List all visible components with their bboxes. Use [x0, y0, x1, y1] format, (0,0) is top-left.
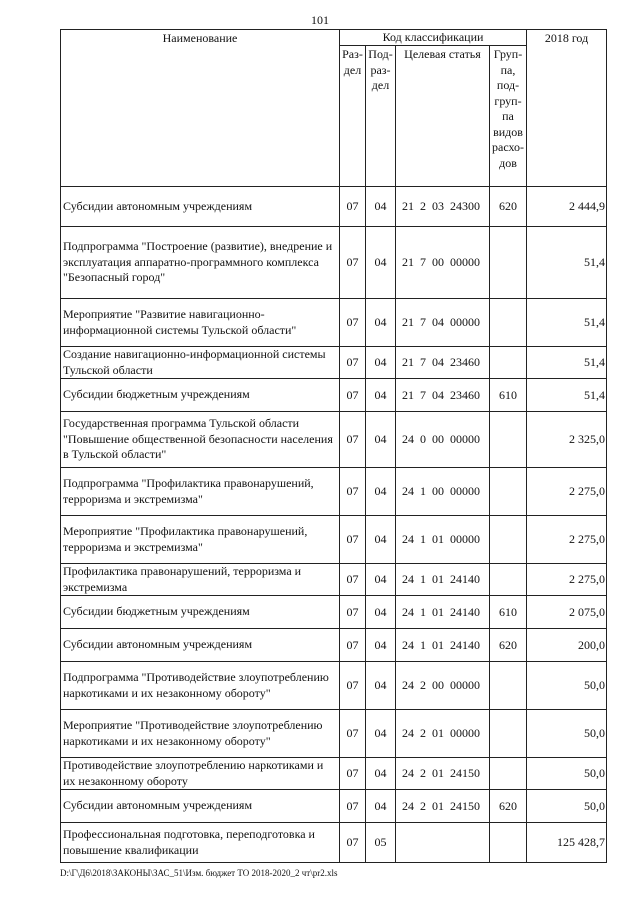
row-name: Мероприятие "Развитие навигационно-информационной системы Тульской области": [61, 299, 340, 347]
row-section: 07: [340, 468, 366, 516]
row-section: 07: [340, 516, 366, 564]
row-name: Субсидии автономным учреждениям: [61, 629, 340, 662]
row-expense-group: [490, 662, 527, 710]
row-name: Мероприятие "Профилактика правонарушений, терроризма и экстремизма": [61, 516, 340, 564]
row-amount: 2 275,0: [527, 516, 607, 564]
row-subsection: 04: [366, 596, 396, 629]
row-name: Профессиональная подготовка, переподготовка и повышение квалификации: [61, 823, 340, 863]
row-expense-group: [490, 347, 527, 379]
row-name: Подпрограмма "Профилактика правонарушений, терроризма и экстремизма": [61, 468, 340, 516]
row-subsection: 04: [366, 379, 396, 412]
row-amount: 50,0: [527, 662, 607, 710]
table-row: [61, 596, 607, 629]
row-subsection: 04: [366, 516, 396, 564]
row-amount: 51,4: [527, 299, 607, 347]
row-amount: 2 444,9: [527, 187, 607, 227]
row-section: 07: [340, 564, 366, 596]
table-row: [61, 227, 607, 299]
row-amount: 2 275,0: [527, 564, 607, 596]
row-section: 07: [340, 629, 366, 662]
row-amount: 2 075,0: [527, 596, 607, 629]
row-subsection: 04: [366, 347, 396, 379]
row-expense-group: [490, 468, 527, 516]
header-target-article: Целевая статья: [396, 46, 490, 187]
row-target-article: 21 2 03 24300: [396, 187, 490, 227]
table-row: [61, 379, 607, 412]
row-target-article: 24 2 01 24150: [396, 758, 490, 790]
budget-table: [60, 29, 607, 863]
table-row: [61, 299, 607, 347]
row-name: Субсидии автономным учреждениям: [61, 790, 340, 823]
row-amount: 50,0: [527, 710, 607, 758]
header-section: Раз- дел: [340, 46, 366, 187]
row-target-article: 24 1 01 24140: [396, 629, 490, 662]
row-expense-group: [490, 516, 527, 564]
row-target-article: 21 7 04 00000: [396, 299, 490, 347]
row-expense-group: 620: [490, 629, 527, 662]
row-name: Мероприятие "Противодействие злоупотреблению наркотиками и их незаконному обороту": [61, 710, 340, 758]
row-section: 07: [340, 347, 366, 379]
row-subsection: 04: [366, 227, 396, 299]
row-section: 07: [340, 227, 366, 299]
row-expense-group: [490, 564, 527, 596]
row-target-article: 24 2 01 24150: [396, 790, 490, 823]
page-number: 101: [311, 13, 329, 27]
row-expense-group: [490, 299, 527, 347]
row-target-article: 21 7 04 23460: [396, 347, 490, 379]
row-subsection: 04: [366, 790, 396, 823]
table-row: [61, 710, 607, 758]
table-row: [61, 823, 607, 863]
row-section: 07: [340, 379, 366, 412]
row-target-article: 24 1 00 00000: [396, 468, 490, 516]
row-target-article: 24 2 01 00000: [396, 710, 490, 758]
row-expense-group: [490, 758, 527, 790]
row-subsection: 04: [366, 468, 396, 516]
row-amount: 51,4: [527, 347, 607, 379]
table-row: [61, 629, 607, 662]
row-target-article: 21 7 04 23460: [396, 379, 490, 412]
row-amount: 2 325,0: [527, 412, 607, 468]
row-expense-group: [490, 710, 527, 758]
row-expense-group: [490, 227, 527, 299]
row-section: 07: [340, 790, 366, 823]
row-section: 07: [340, 187, 366, 227]
table-row: [61, 516, 607, 564]
row-target-article: [396, 823, 490, 863]
row-target-article: 24 1 01 24140: [396, 596, 490, 629]
row-expense-group: 610: [490, 596, 527, 629]
row-subsection: 04: [366, 412, 396, 468]
row-name: Подпрограмма "Построение (развитие), внедрение и эксплуатация аппаратно-программного комплекса "Безопасный город": [61, 227, 340, 299]
row-section: 07: [340, 596, 366, 629]
table-row: [61, 347, 607, 379]
row-expense-group: 620: [490, 790, 527, 823]
row-subsection: 04: [366, 629, 396, 662]
file-path-footer: D:\Г\Д6\2018\ЗАКОНЫ\ЗАС_51\Изм. бюджет ТО 2018-2020_2 чт\pr2.xls: [60, 868, 338, 878]
row-name: Противодействие злоупотреблению наркотиками и их незаконному обороту: [61, 758, 340, 790]
row-amount: 200,0: [527, 629, 607, 662]
row-target-article: 24 2 00 00000: [396, 662, 490, 710]
table-row: [61, 187, 607, 227]
table-row: [61, 564, 607, 596]
row-amount: 51,4: [527, 227, 607, 299]
row-name: Субсидии бюджетным учреждениям: [61, 596, 340, 629]
row-expense-group: [490, 823, 527, 863]
row-target-article: 24 1 01 00000: [396, 516, 490, 564]
table-row: [61, 758, 607, 790]
row-name: Профилактика правонарушений, терроризма и экстремизма: [61, 564, 340, 596]
row-expense-group: 610: [490, 379, 527, 412]
row-name: Субсидии бюджетным учреждениям: [61, 379, 340, 412]
header-expense-group: Груп- па, под- груп- па видов расхо- дов: [490, 46, 527, 187]
header-year: 2018 год: [527, 30, 607, 187]
header-name: Наименование: [61, 30, 340, 187]
row-target-article: 24 1 01 24140: [396, 564, 490, 596]
row-name: Подпрограмма "Противодействие злоупотреблению наркотиками и их незаконному обороту": [61, 662, 340, 710]
table-row: [61, 468, 607, 516]
row-subsection: 04: [366, 710, 396, 758]
row-amount: 50,0: [527, 790, 607, 823]
row-amount: 2 275,0: [527, 468, 607, 516]
row-target-article: 21 7 00 00000: [396, 227, 490, 299]
row-name: Создание навигационно-информационной системы Тульской области: [61, 347, 340, 379]
row-subsection: 04: [366, 758, 396, 790]
row-section: 07: [340, 299, 366, 347]
row-subsection: 04: [366, 662, 396, 710]
row-subsection: 04: [366, 299, 396, 347]
row-target-article: 24 0 00 00000: [396, 412, 490, 468]
row-section: 07: [340, 710, 366, 758]
row-name: Государственная программа Тульской области "Повышение общественной безопасности населения в Тульской области": [61, 412, 340, 468]
row-expense-group: 620: [490, 187, 527, 227]
header-subsection: Под- раз- дел: [366, 46, 396, 187]
row-subsection: 04: [366, 564, 396, 596]
row-amount: 125 428,7: [527, 823, 607, 863]
row-amount: 51,4: [527, 379, 607, 412]
row-subsection: 05: [366, 823, 396, 863]
row-section: 07: [340, 662, 366, 710]
row-name: Субсидии автономным учреждениям: [61, 187, 340, 227]
table-row: [61, 412, 607, 468]
row-expense-group: [490, 412, 527, 468]
row-section: 07: [340, 412, 366, 468]
header-classification-code: Код классификации: [340, 30, 527, 46]
table-row: [61, 662, 607, 710]
row-amount: 50,0: [527, 758, 607, 790]
row-section: 07: [340, 823, 366, 863]
row-section: 07: [340, 758, 366, 790]
table-row: [61, 790, 607, 823]
row-subsection: 04: [366, 187, 396, 227]
